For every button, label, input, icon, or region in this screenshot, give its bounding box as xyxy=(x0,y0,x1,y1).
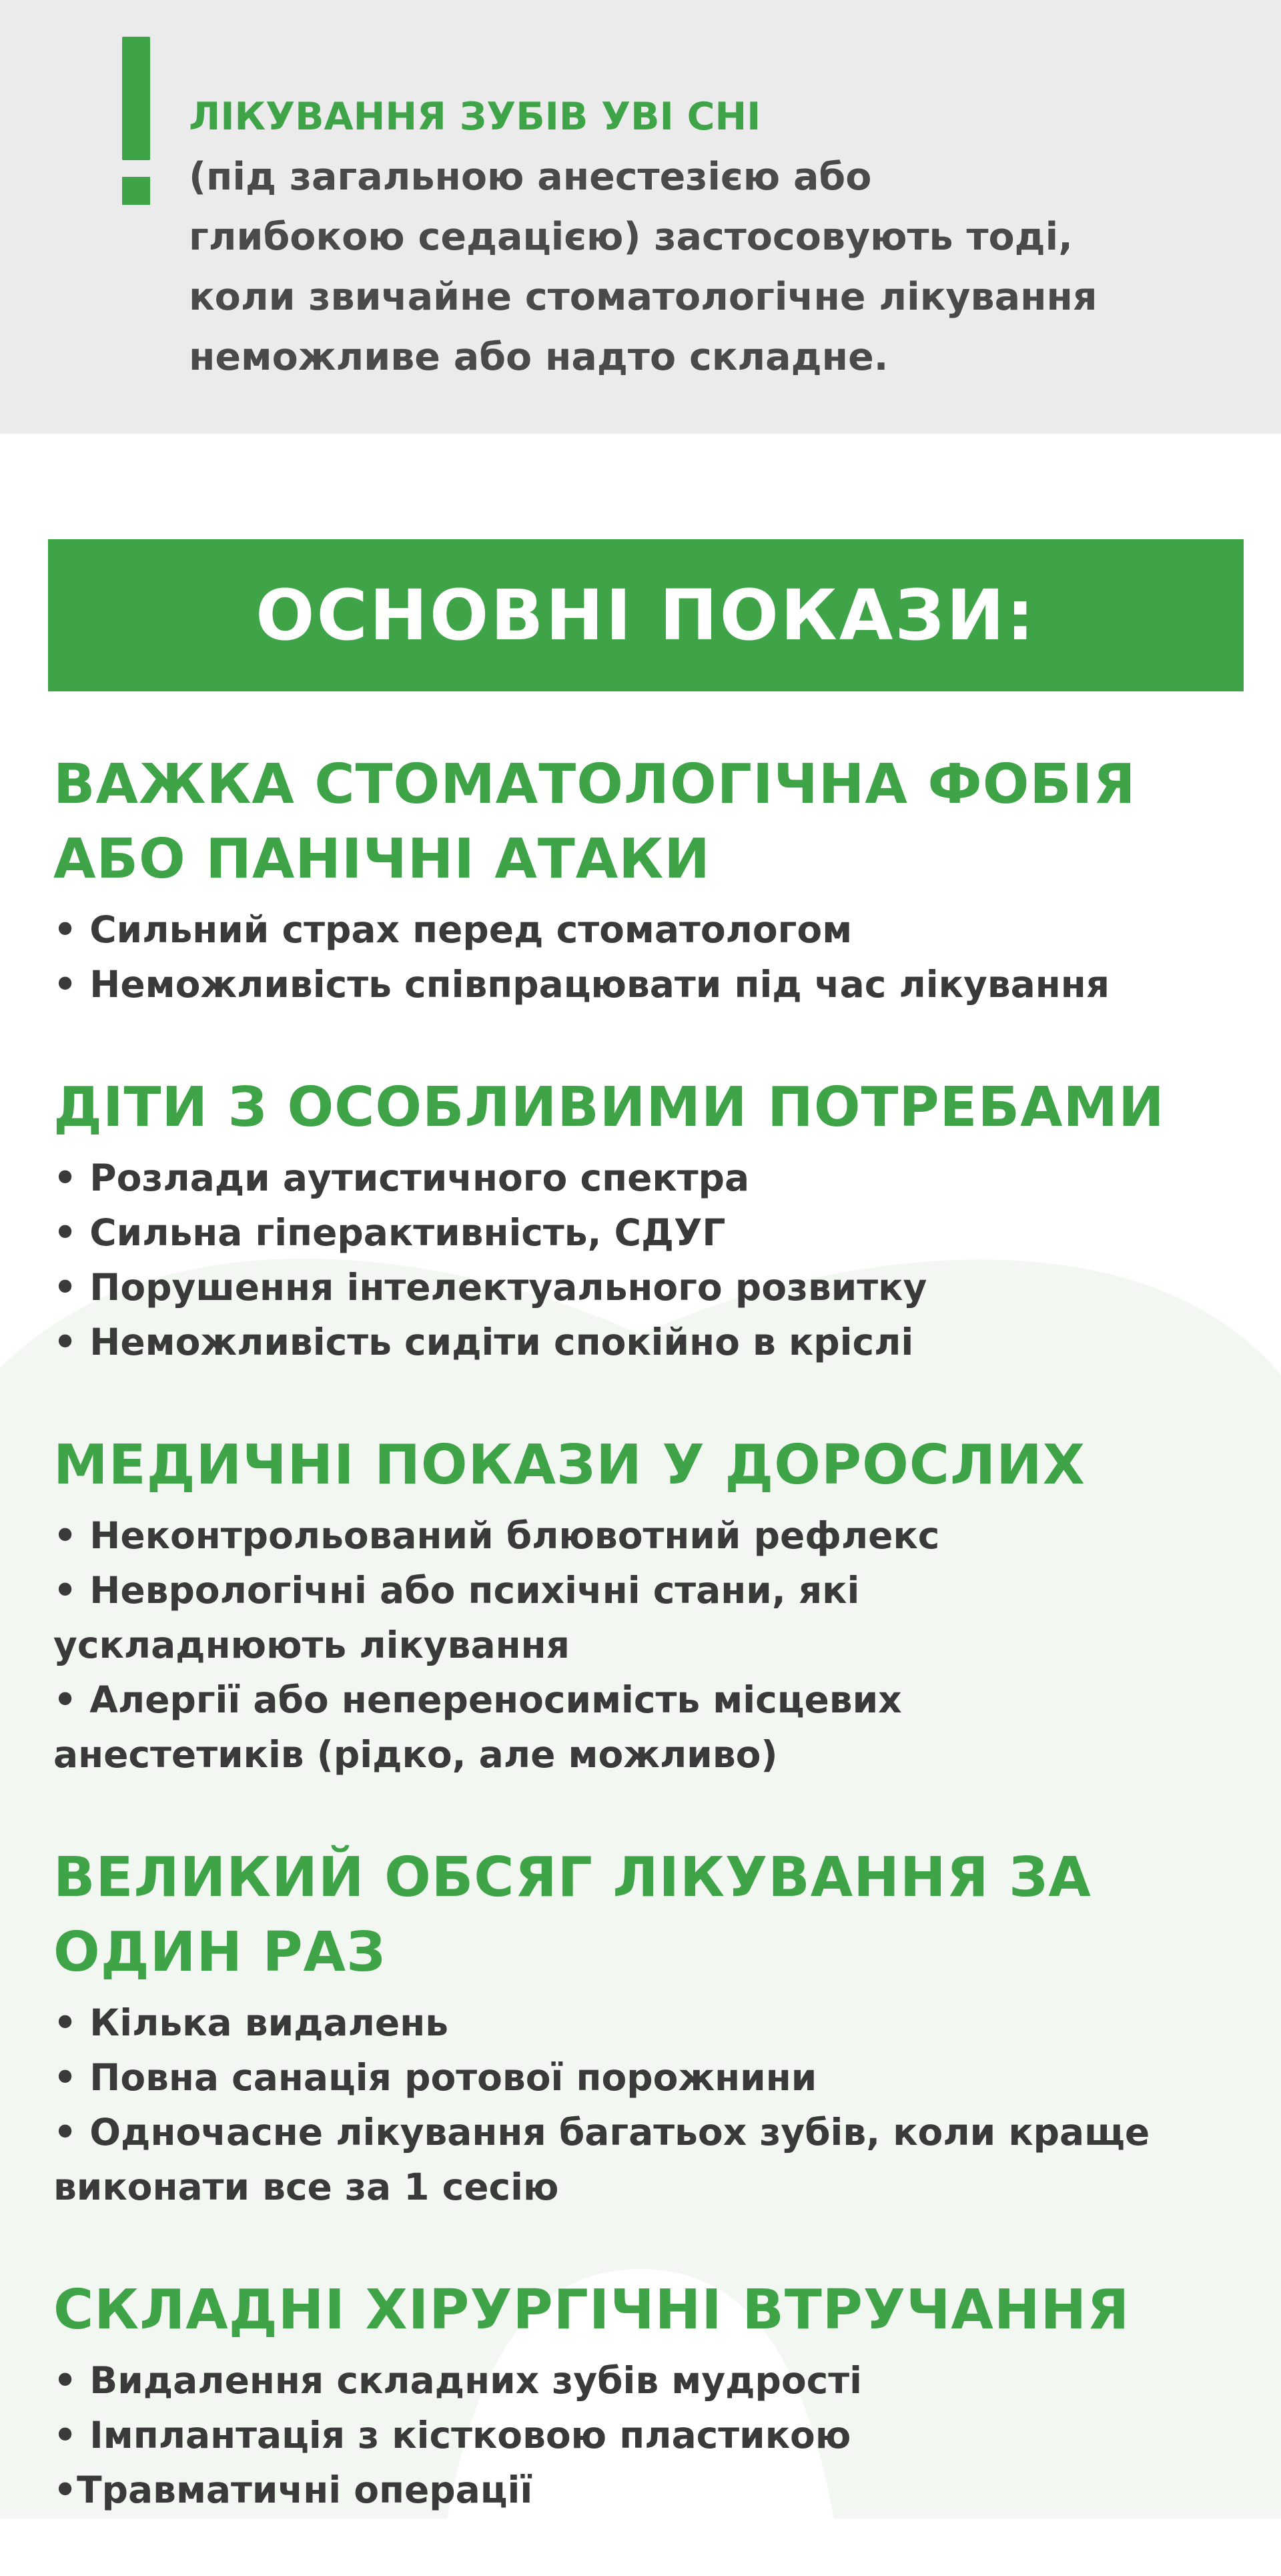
list-item: •Травматичні операції xyxy=(53,2469,533,2511)
list-item: • Кілька видалень xyxy=(53,2001,449,2044)
list-item: • Неможливість сидіти спокійно в кріслі xyxy=(53,1321,914,1363)
list-item: • Видалення складних зубів мудрості xyxy=(53,2359,862,2402)
section-title: ВАЖКА СТОМАТОЛОГІЧНА ФОБІЯ АБО ПАНІЧНІ АТАКИ xyxy=(53,753,1136,891)
section-title: ДІТИ З ОСОБЛИВИМИ ПОТРЕБАМИ xyxy=(53,1076,1165,1139)
list-item: • Повна санація ротової порожнини xyxy=(53,2056,817,2099)
exclamation-icon xyxy=(117,37,157,210)
list-item: • Імплантація з кістковою пластикою xyxy=(53,2414,851,2457)
list-item: • Неможливість співпрацювати під час лікування xyxy=(53,963,1110,1006)
intro-body: (під загальною анестезією або глибокою седацією) застосовують тоді, коли звичайне стоматологічне лікування неможливе або надто складне. xyxy=(189,155,1098,379)
list-item: • Алергії або непереносимість місцевих анестетиків (рідко, але можливо) xyxy=(53,1678,902,1776)
list-item: • Сильний страх перед стоматологом xyxy=(53,908,853,951)
list-item: • Розлади аутистичного спектра xyxy=(53,1157,750,1199)
banner-title: ОСНОВНІ ПОКАЗИ: xyxy=(256,575,1036,656)
section-title: СКЛАДНІ ХІРУРГІЧНІ ВТРУЧАННЯ xyxy=(53,2278,1130,2342)
list-item: • Неконтрольований блювотний рефлекс xyxy=(53,1514,940,1557)
list-item: • Порушення інтелектуального розвитку xyxy=(53,1266,927,1309)
list-item: • Одночасне лікування багатьох зубів, коли краще виконати все за 1 сесію xyxy=(53,2111,1150,2208)
list-item: • Сильна гіперактивність, СДУГ xyxy=(53,1211,726,1254)
section-title: ВЕЛИКИЙ ОБСЯГ ЛІКУВАННЯ ЗА ОДИН РАЗ xyxy=(53,1846,1092,1984)
section-large-volume xyxy=(53,1841,1268,2214)
indications-list xyxy=(53,747,1268,2576)
main-indications-banner xyxy=(48,539,1244,691)
section-title: МЕДИЧНІ ПОКАЗИ У ДОРОСЛИХ xyxy=(53,1433,1086,1497)
list-item: • Неврологічні або психічні стани, які ускладнюють лікування xyxy=(53,1569,860,1666)
intro-panel xyxy=(0,0,1281,434)
section-special-needs-children xyxy=(53,1070,1268,1369)
section-surgical xyxy=(53,2273,1268,2517)
intro-highlight: ЛІКУВАННЯ ЗУБІВ УВІ СНІ xyxy=(189,95,761,139)
intro-text xyxy=(189,27,1270,387)
section-dental-phobia xyxy=(53,747,1268,1012)
section-adult-medical xyxy=(53,1428,1268,1782)
